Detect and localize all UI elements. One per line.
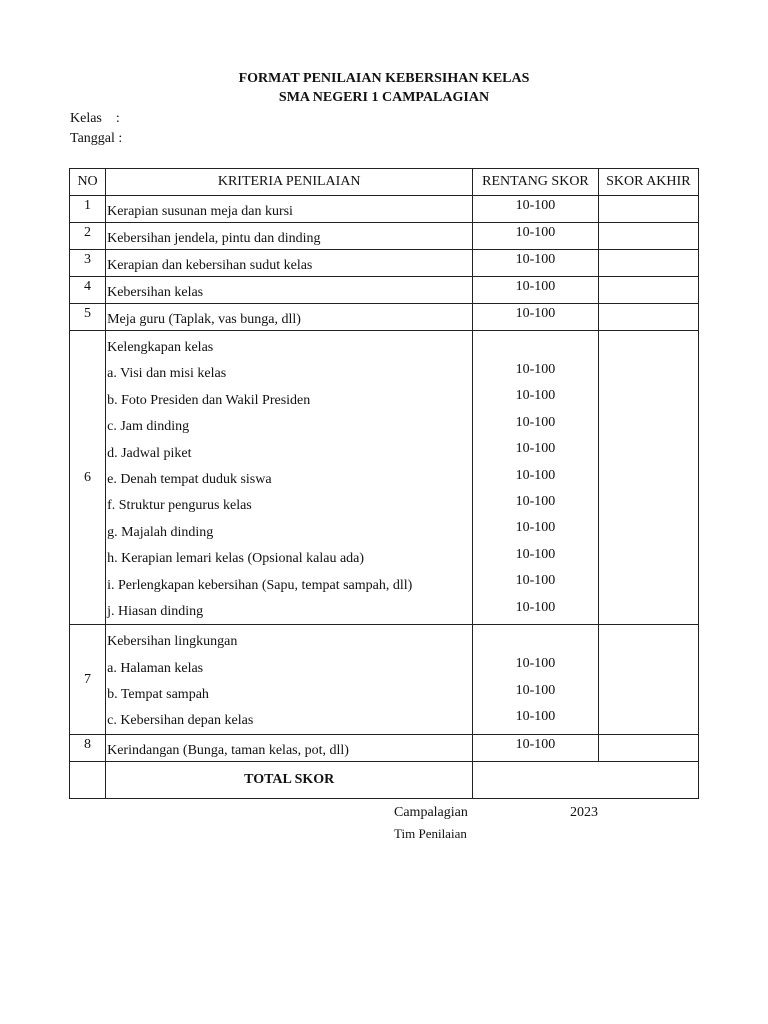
final-score-cell[interactable]: [598, 331, 698, 625]
range-group-cell: [473, 625, 598, 735]
signature-place: Campalagian: [394, 805, 468, 820]
total-score-label: TOTAL SKOR: [106, 761, 473, 798]
range-value: 10-100: [515, 573, 556, 589]
table-row: [70, 223, 699, 250]
criteria-item: i. Perlengkapan kebersihan (Sapu, tempat sampah, dll): [107, 577, 413, 593]
column-header-criteria: KRITERIA PENILAIAN: [106, 169, 473, 196]
assessment-table: [69, 168, 699, 799]
table-row: [70, 250, 699, 277]
column-header-range: RENTANG SKOR: [473, 169, 598, 196]
criteria-cell: Kerapian dan kebersihan sudut kelas: [106, 250, 473, 277]
row-number: 3: [70, 247, 106, 274]
final-score-cell[interactable]: [598, 625, 698, 735]
criteria-cell: Kerindangan (Bunga, taman kelas, pot, dll): [106, 734, 473, 761]
signature-year: 2023: [570, 805, 598, 820]
table-row: [70, 734, 699, 761]
final-score-cell[interactable]: [598, 223, 698, 250]
range-cell: 10-100: [473, 301, 598, 328]
criteria-cell: Kerapian susunan meja dan kursi: [106, 196, 473, 223]
range-group-cell: [473, 331, 598, 625]
table-row: [70, 304, 699, 331]
final-score-cell[interactable]: [598, 250, 698, 277]
range-cell: 10-100: [473, 193, 598, 220]
table-header-row: [70, 169, 699, 196]
range-value: 10-100: [515, 709, 556, 725]
range-value: 10-100: [515, 599, 556, 615]
row-number: 2: [70, 220, 106, 247]
final-score-cell[interactable]: [598, 304, 698, 331]
range-value: 10-100: [515, 362, 556, 377]
range-value: 10-100: [515, 441, 556, 457]
range-cell: 10-100: [473, 274, 598, 301]
row-number: 4: [70, 274, 106, 301]
criteria-cell: Meja guru (Taplak, vas bunga, dll): [106, 304, 473, 331]
table-row-group: [70, 625, 699, 735]
table-row: [70, 196, 699, 223]
criteria-item: h. Kerapian lemari kelas (Opsional kalau ada): [107, 551, 365, 567]
criteria-cell: Kebersihan kelas: [106, 277, 473, 304]
criteria-item: b. Tempat sampah: [107, 687, 209, 703]
criteria-group-heading: Kelengkapan kelas: [107, 340, 214, 355]
criteria-group-heading: Kebersihan lingkungan: [107, 634, 238, 650]
final-score-cell[interactable]: [598, 196, 698, 223]
range-value: 10-100: [515, 546, 556, 562]
criteria-item: c. Jam dinding: [107, 419, 190, 435]
range-value: 10-100: [515, 520, 556, 536]
range-value: 10-100: [515, 493, 556, 509]
total-empty-cell: [70, 761, 106, 798]
criteria-group-cell: [106, 625, 473, 735]
criteria-item: j. Hiasan dinding: [107, 603, 204, 619]
signature-team: Tim Penilaian: [394, 826, 467, 841]
range-cell: 10-100: [473, 247, 598, 274]
row-number: 5: [70, 301, 106, 328]
row-number: 8: [70, 731, 106, 758]
range-value: 10-100: [515, 467, 556, 483]
column-header-no: NO: [70, 169, 106, 196]
criteria-item: c. Kebersihan depan kelas: [107, 713, 254, 729]
criteria-item: b. Foto Presiden dan Wakil Presiden: [107, 392, 311, 408]
total-score-cell[interactable]: [473, 761, 699, 798]
criteria-item: d. Jadwal piket: [107, 445, 192, 461]
table-row-group: [70, 331, 699, 625]
range-cell: 10-100: [473, 220, 598, 247]
range-value: 10-100: [515, 656, 556, 672]
table-row: [70, 277, 699, 304]
criteria-item: g. Majalah dinding: [107, 524, 214, 540]
criteria-item: e. Denah tempat duduk siswa: [107, 471, 272, 487]
criteria-item: a. Halaman kelas: [107, 660, 204, 676]
criteria-cell: Kebersihan jendela, pintu dan dinding: [106, 223, 473, 250]
range-value: 10-100: [515, 388, 556, 404]
kelas-label: Kelas :: [70, 111, 120, 126]
range-value: 10-100: [515, 414, 556, 430]
range-cell: 10-100: [473, 731, 598, 758]
column-header-final-score: SKOR AKHIR: [598, 169, 698, 196]
final-score-cell[interactable]: [598, 734, 698, 761]
range-value: 10-100: [515, 682, 556, 698]
form-title: FORMAT PENILAIAN KEBERSIHAN KELAS: [238, 71, 530, 86]
row-number: 1: [70, 193, 106, 220]
criteria-item: a. Visi dan misi kelas: [107, 366, 227, 382]
total-row: [70, 761, 699, 798]
row-number: 7: [70, 625, 106, 735]
criteria-group-cell: [106, 331, 473, 625]
final-score-cell[interactable]: [598, 277, 698, 304]
tanggal-label: Tanggal :: [70, 131, 123, 146]
row-number: 6: [70, 331, 106, 625]
criteria-item: f. Struktur pengurus kelas: [107, 498, 252, 514]
school-name: SMA NEGERI 1 CAMPALAGIAN: [278, 90, 490, 105]
